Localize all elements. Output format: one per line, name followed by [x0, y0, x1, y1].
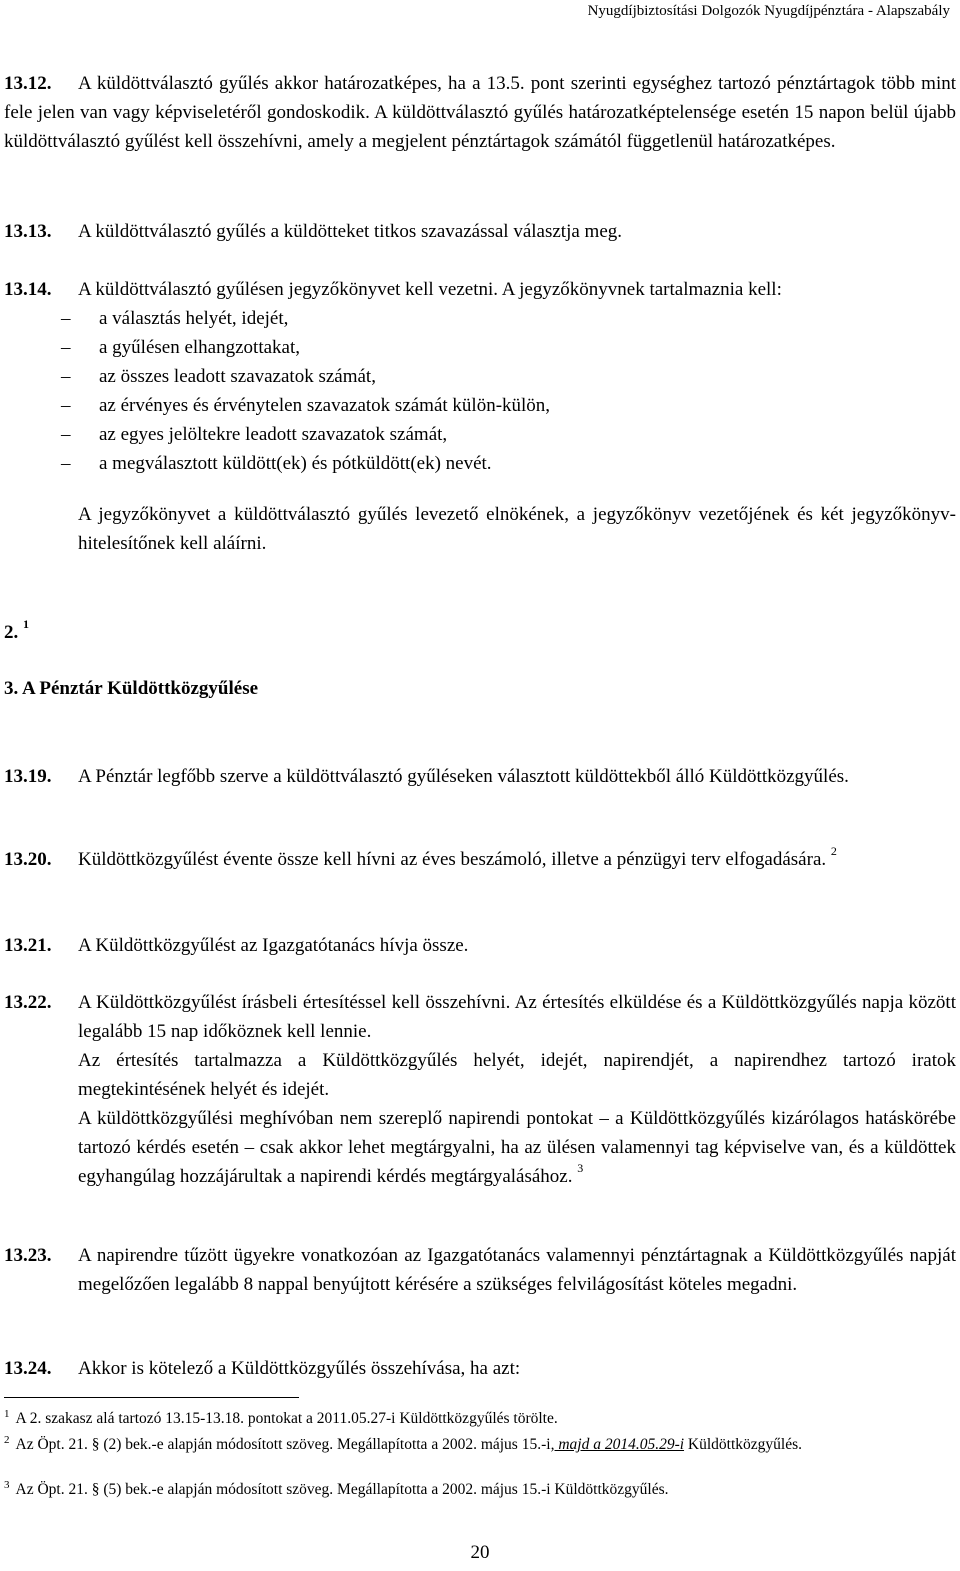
section-text: A Pénztár legfőbb szerve a küldöttválasztó gyűléseken választott küldöttekből álló Küldöttközgyűlés.: [78, 766, 849, 787]
heading-2: 2. $^1$: [4, 616, 29, 643]
dash-bullet: –: [61, 366, 71, 387]
section-13-24: [4, 1354, 956, 1383]
list-item: – a megválasztott küldött(ek) és pótküldött(ek) nevét.: [99, 449, 956, 478]
section-intro: A küldöttválasztó gyűlésen jegyzőkönyvet kell vezetni. A jegyzőkönyvnek tartalmaznia kell:: [78, 279, 782, 300]
section-text: A küldöttválasztó gyűlés a küldötteket titkos szavazással választja meg.: [78, 221, 622, 242]
section-paragraph: A Küldöttközgyűlést írásbeli értesítéssel kell összehívni. Az értesítés elküldése és a Küldöttközgyűlés napja között legalább 15 nap időköznek kell lennie.: [78, 992, 956, 1042]
page-number: 20: [470, 1542, 490, 1563]
section-13-23: [4, 1241, 956, 1299]
dash-bullet: –: [61, 453, 71, 474]
list-item: – a gyűlésen elhangzottakat,: [99, 333, 956, 362]
section-13-14: [4, 275, 956, 558]
dash-bullet: –: [61, 308, 71, 329]
section-number: 13.21.: [4, 935, 52, 956]
footnote-ref: 3: [577, 1160, 584, 1175]
footnote-2: $^2$ Az Öpt. 21. § (2) bek.-e alapján módosított szöveg. Megállapította a 2002. május 15.-i, majd a 2014.05.29-i Küldöttközgyűlés.: [4, 1433, 802, 1453]
section-13-19: [4, 762, 956, 791]
section-13-22: [4, 988, 956, 1191]
footnote-ref: 1: [23, 616, 29, 631]
footnote-mark: 2: [4, 1433, 10, 1446]
footnote-mark: 3: [4, 1478, 10, 1491]
amendment-note: , majd a 2014.05.29-i: [550, 1436, 685, 1453]
section-number: 13.14.: [4, 279, 52, 300]
footnote-ref: 2: [830, 843, 837, 858]
section-text: A Küldöttközgyűlést az Igazgatótanács hívja össze.: [78, 935, 469, 956]
section-text: Küldöttközgyűlést évente össze kell hívni az éves beszámoló, illetve a pénzügyi terv elfogadására. $^2$: [78, 843, 837, 870]
heading-3: 3. A Pénztár Küldöttközgyűlése: [4, 678, 259, 699]
section-text: Akkor is kötelező a Küldöttközgyűlés összehívása, ha azt:: [78, 1358, 521, 1379]
section-paragraph: Az értesítés tartalmazza a Küldöttközgyűlés helyét, idejét, napirendjét, a napirendhez tartozó iratok megtekintésének helyét és idejét.: [78, 1050, 956, 1100]
footnote-divider: [4, 1397, 299, 1398]
list-item: – az egyes jelöltekre leadott szavazatok számát,: [99, 420, 956, 449]
section-outro: A jegyzőkönyvet a küldöttválasztó gyűlés levezető elnökének, a jegyzőkönyv vezetőjének és két jegyzőkönyv-hitelesítőnek kell aláírni.: [78, 504, 956, 554]
list-item: – az összes leadott szavazatok számát,: [99, 362, 956, 391]
list-item: – a választás helyét, idejét,: [99, 304, 956, 333]
running-header: Nyugdíjbiztosítási Dolgozók Nyugdíjpénztára - Alapszabály: [587, 3, 950, 19]
dash-bullet: –: [61, 337, 71, 358]
section-number: 13.24.: [4, 1358, 52, 1379]
section-number: 13.20.: [4, 849, 52, 870]
section-paragraph: A küldöttközgyűlési meghívóban nem szereplő napirendi pontokat – a Küldöttközgyűlés kizárólagos hatáskörébe tartozó kérdés esetén – csak akkor lehet megtárgyalni, ha az ülésen valamennyi tag képviselve van, és a küldöttek egyhangúlag hozzájárultak a napirendi kérdés megtárgyalásához. $^3$: [78, 1108, 956, 1187]
section-text: A küldöttválasztó gyűlés akkor határozatképes, ha a 13.5. pont szerinti egységhez tartozó pénztártagok több mint fele jelen van vagy képviseletéről gondoskodik. A küldöttválasztó gyűlés határozatképtelensége esetén 15 napon belül újabb küldöttválasztó gyűlést kell összehívni, amely a megjelent pénztártagok számától függetlenül határozatképes.: [4, 73, 956, 152]
dash-bullet: –: [61, 424, 71, 445]
section-text: A napirendre tűzött ügyekre vonatkozóan az Igazgatótanács valamennyi pénztártagnak a Küldöttközgyűlés napját megelőzően legalább 8 nappal benyújtott kérésére a szükséges felvilágosítást köteles megadni.: [78, 1245, 956, 1295]
section-13-21: [4, 931, 956, 960]
section-number: 13.13.: [4, 221, 52, 242]
requirements-list: [4, 304, 956, 478]
section-number: 13.12.: [4, 73, 52, 94]
section-number: 13.22.: [4, 992, 52, 1013]
section-number: 13.23.: [4, 1245, 52, 1266]
section-13-20: [4, 845, 956, 874]
footnote-mark: 1: [4, 1407, 10, 1420]
dash-bullet: –: [61, 395, 71, 416]
section-13-13: [4, 217, 956, 246]
list-item: – az érvényes és érvénytelen szavazatok számát külön-külön,: [99, 391, 956, 420]
section-number: 13.19.: [4, 766, 52, 787]
footnote-3: $^3$ Az Öpt. 21. § (5) bek.-e alapján módosított szöveg. Megállapította a 2002. május 15.-i Küldöttközgyűlés.: [4, 1478, 669, 1498]
section-13-12: [4, 69, 956, 156]
footnote-1: $^1$ A 2. szakasz alá tartozó 13.15-13.18. pontokat a 2011.05.27-i Küldöttközgyűlés törölte.: [4, 1407, 558, 1427]
